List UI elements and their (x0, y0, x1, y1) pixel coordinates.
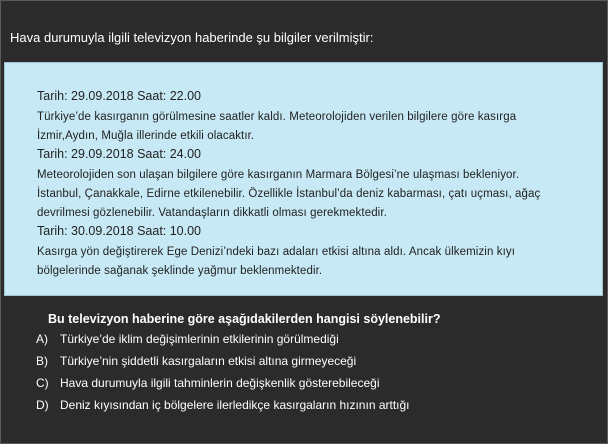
entry-3-line: bölgelerinde sağanak şeklinde yağmur beklenmektedir. (37, 265, 323, 277)
option-a[interactable] (36, 332, 339, 346)
entry-2-line: İstanbul, Çanakkale, Edirne etkilenebilir. Özellikle İstanbul’da deniz kabarması, çatı uçması, ağaç (37, 188, 541, 200)
option-letter: A) (36, 332, 48, 346)
option-d[interactable] (36, 398, 410, 412)
question-stem: Bu televizyon haberine göre aşağıdakilerden hangisi söylenebilir? (48, 312, 441, 326)
option-letter: B) (36, 354, 48, 368)
option-text: Hava durumuyla ilgili tahminlerin değişkenlik gösterebileceği (60, 376, 380, 390)
option-text: Türkiye’nin şiddetli kasırgaların etkisi altına girmeyeceği (60, 354, 357, 368)
entry-1-line: İzmir,Aydın, Muğla illerinde etkili olacaktır. (37, 130, 255, 142)
option-letter: C) (36, 376, 49, 390)
entry-1-line: Türkiye’de kasırganın görülmesine saatler kaldı. Meteorolojiden verilen bilgilere göre kasırga (37, 111, 517, 123)
entry-3-text (37, 243, 597, 281)
option-text: Türkiye’de iklim değişimlerinin etkilerinin görülmediği (60, 332, 339, 346)
entry-2-text (37, 166, 597, 223)
option-c[interactable] (36, 376, 380, 390)
entry-3-line: Kasırga yön değiştirerek Ege Denizi’ndeki bazı adaları etkisi altına aldı. Ancak ülkemizin kıyı (37, 246, 516, 258)
option-b[interactable] (36, 354, 356, 368)
entry-2-line: Meteorolojiden son ulaşan bilgilere göre kasırganın Marmara Bölgesi’ne ulaşması bekleniyor. (37, 169, 520, 181)
entry-2-date: Tarih: 29.09.2018 Saat: 24.00 (37, 147, 202, 161)
entry-1-date: Tarih: 29.09.2018 Saat: 22.00 (37, 89, 202, 103)
entry-1-text (37, 108, 597, 146)
news-info-box (4, 62, 603, 296)
entry-2-line: devrilmesi gözlenebilir. Vatandaşların dikkatli olması gerekmektedir. (37, 207, 387, 219)
option-text: Deniz kıyısından iç bölgelere ilerledikçe kasırgaların hızının arttığı (60, 398, 410, 412)
entry-3-date: Tarih: 30.09.2018 Saat: 10.00 (37, 224, 202, 238)
intro-text: Hava durumuyla ilgili televizyon haberinde şu bilgiler verilmiştir: (10, 30, 374, 45)
option-letter: D) (36, 398, 49, 412)
